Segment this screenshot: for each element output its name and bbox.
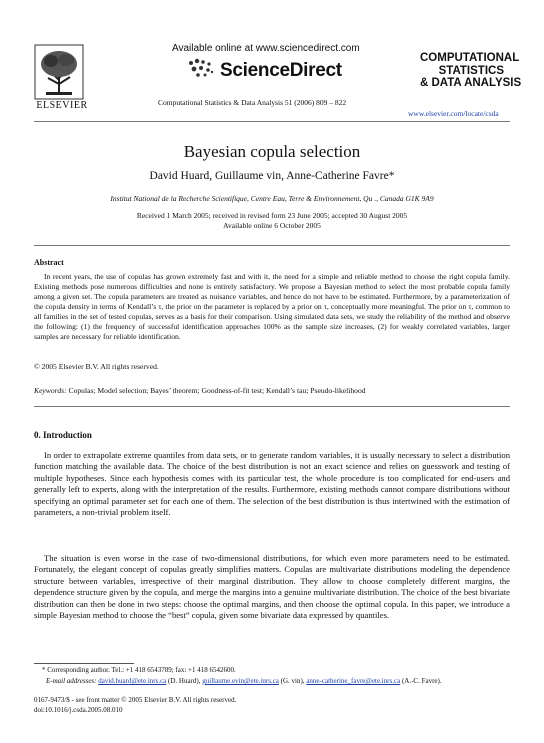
email-owner-huard: (D. Huard),: [166, 677, 203, 685]
footnote-divider: [34, 663, 134, 664]
email-link-favre[interactable]: anne-catherine_favre@ete.inrs.ca: [306, 677, 401, 685]
author-affiliation: Institut National de la Recherche Scientifique, Centre Eau, Terre & Environnement, Qu ., Canada G1K 9A9: [110, 194, 434, 203]
journal-masthead: [420, 52, 530, 90]
section-heading-introduction: 0. Introduction: [34, 430, 92, 440]
email-link-huard[interactable]: david.huard@ete.inrs.ca: [98, 677, 167, 685]
email-link-evin[interactable]: guillaume.evin@ete.inrs.ca: [202, 677, 279, 685]
intro-paragraph-1: In order to extrapolate extreme quantiles from data sets, or to generate random variables, it is usually necessary to select a distribution function matching the available data. The choice of the best distribution is not an exact science and relies on guesswork and testing of multiple hypotheses. Since each hypothesis comes with its particular test, the whole procedure is too complicated for end-users and generally left to experts, along with the interpretation of the results. Furthermore, existing methods cannot compare distributions without specifying an optimal parameter set for each one of them. The selection of the best distribution is thus intertwined with the estimation of parameters, a non-trivial problem itself.: [34, 450, 510, 518]
abstract-body: In recent years, the use of copulas has grown extremely fast and with it, the need for a simple and reliable method to choose the right copula family. Existing methods pose numerous difficulties and none is entirely satisfactory. We propose a Bayesian method to select the most probable copula family among a given set. The copula parameters are treated as nuisance variables, and hence do not have to be estimated. Furthermore, by a parameterization of the copula density in terms of Kendall’s τ, the prior on the parameter is replaced by a prior on τ, conceptually more meaningful. The prior on τ, common to all families in the set of tested copulas, serves as a basis for their comparison. Using simulated data sets, we study the reliability of the method and observe the following: (1) the frequency of successful identification approaches 100% as the sample size increases, (2) for weakly correlated variables, larger samples are necessary for reliable identification.: [34, 272, 510, 341]
journal-mark-line-3: & DATA ANALYSIS: [420, 77, 522, 89]
email-label: E-mail addresses:: [46, 677, 97, 685]
publisher-tree-logo-icon: [34, 44, 84, 100]
sciencedirect-dots-icon: [186, 57, 216, 79]
intro-paragraph-2: The situation is even worse in the case of two-dimensional distributions, for which even more parameters need to be estimated. Fortunately, the elegant concept of copulas greatly simplifies matters. Copulas are multivariate distributions modeling the dependence structure between variables, irrespective of their marginal distribution. They allow to choose completely different margins, the dependence structure given by the copula, and merge the margins into a genuine multivariate distribution. The choice of the best bivariate distribution can then be done in two steps: choose the optimal margins, and then choose the optimal copula. In this paper, we introduce a simple Bayesian method to choose the “best” copula, given some bivariate data expressed by quantiles.: [34, 553, 510, 621]
sciencedirect-wordmark: ScienceDirect: [220, 60, 342, 81]
abstract-copyright: © 2005 Elsevier B.V. All rights reserved.: [34, 362, 159, 371]
email-owner-favre: (A.-C. Favre).: [400, 677, 442, 685]
keywords: [34, 386, 510, 395]
journal-citation: Computational Statistics & Data Analysis 51 (2006) 809 – 822: [158, 98, 347, 107]
issn-line: 0167-9473/$ - see front matter © 2005 Elsevier B.V. All rights reserved.: [34, 696, 237, 704]
received-dates: Received 1 March 2005; received in revised form 23 June 2005; accepted 30 August 2005: [136, 211, 408, 220]
email-footnote: [46, 677, 512, 685]
keywords-list: Copulas; Model selection; Bayes’ theorem; Goodness-of-fit test; Kendall’s tau; Pseudo-likelihood: [66, 386, 366, 395]
keywords-label: Keywords:: [34, 386, 67, 395]
email-owner-evin: (G. vin),: [278, 677, 307, 685]
header-divider: [34, 121, 510, 122]
journal-mark-line-1: COMPUTATIONAL: [420, 52, 520, 64]
abstract-heading: Abstract: [34, 258, 64, 267]
abstract-top-divider: [34, 245, 510, 246]
abstract-bottom-divider: [34, 406, 510, 407]
publisher-name: ELSEVIER: [36, 100, 88, 111]
available-online-text: Available online at www.sciencedirect.com: [172, 43, 360, 54]
corresponding-author-footnote: * Corresponding author. Tel.: +1 418 6543789; fax: +1 418 6542600.: [42, 666, 236, 674]
journal-url-link[interactable]: www.elsevier.com/locate/csda: [408, 109, 499, 118]
article-authors: David Huard, Guillaume vin, Anne-Catherine Favre*: [149, 170, 395, 182]
doi-line[interactable]: doi:10.1016/j.csda.2005.08.010: [34, 706, 123, 714]
available-online-date: Available online 6 October 2005: [223, 221, 321, 230]
article-title: Bayesian copula selection: [183, 142, 361, 161]
journal-mark-line-2: STATISTICS: [438, 64, 504, 77]
